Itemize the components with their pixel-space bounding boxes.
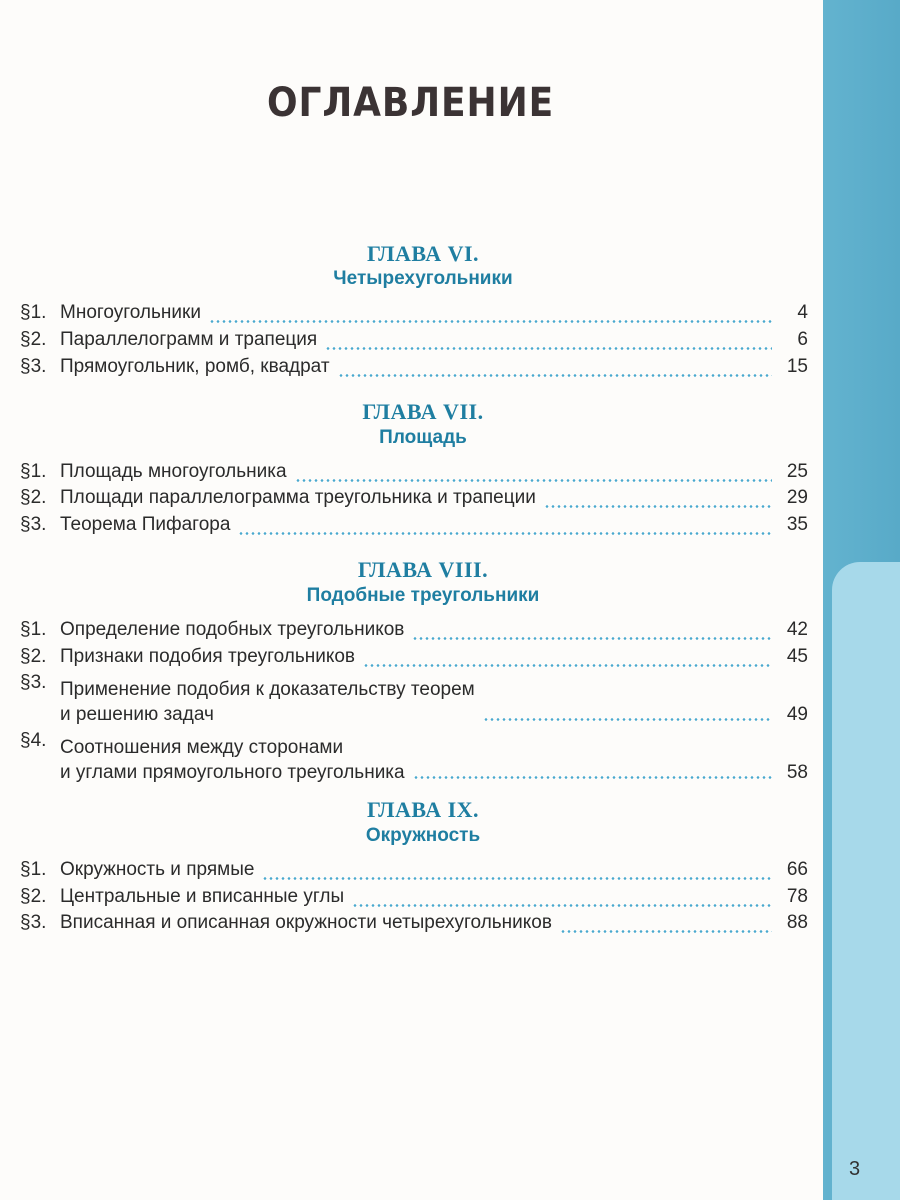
toc-section-number: §2. — [20, 886, 47, 907]
dotted-leader — [238, 532, 772, 535]
toc-page-number: 66 — [786, 859, 808, 880]
dotted-leader — [413, 776, 772, 779]
dotted-leader — [295, 479, 772, 482]
toc-section-number: §1. — [20, 619, 47, 640]
toc-section-number: §2. — [20, 329, 47, 350]
dotted-leader — [544, 505, 772, 508]
toc-section-number: §3. — [20, 356, 47, 377]
toc-page-number: 88 — [786, 912, 808, 933]
toc-entry[interactable] — [20, 730, 808, 784]
toc-entry-title-line2: и решению задач — [60, 704, 214, 725]
dotted-leader — [338, 374, 772, 377]
chapter-subtitle: Подобные треугольники — [306, 585, 540, 606]
toc-entry[interactable] — [20, 859, 808, 885]
toc-section-number: §1. — [20, 461, 47, 482]
chapter-heading: ГЛАВА VI. — [366, 241, 480, 266]
chapter-subtitle: Четырехугольники — [333, 268, 513, 289]
toc-section-number: §3. — [20, 912, 47, 933]
toc-entry[interactable] — [20, 302, 808, 328]
toc-entry-title-line1: Соотношения между сторонами — [60, 737, 344, 758]
toc-page-number: 78 — [786, 886, 808, 907]
toc-entry-title: Параллелограмм и трапеция — [60, 329, 318, 350]
toc-entry-title — [60, 679, 475, 726]
page-title: ОГЛАВЛЕНИЕ — [267, 80, 555, 126]
toc-page-number: 45 — [786, 646, 808, 667]
chapter-heading: ГЛАВА VII. — [362, 399, 484, 424]
toc-page-number: 58 — [786, 762, 808, 783]
toc-page-number: 15 — [786, 356, 808, 377]
chapter-subtitle: Площадь — [379, 427, 467, 448]
dotted-leader — [560, 930, 772, 933]
toc-section-number: §1. — [20, 859, 47, 880]
chapter-heading: ГЛАВА VIII. — [357, 557, 489, 582]
toc-entry[interactable] — [20, 886, 808, 912]
page-number: 3 — [849, 1158, 861, 1180]
toc-section-number: §2. — [20, 487, 47, 508]
toc-entry-title: Центральные и вписанные углы — [60, 886, 345, 907]
toc-entry[interactable] — [20, 619, 808, 645]
dotted-leader — [483, 718, 772, 721]
dotted-leader — [352, 904, 772, 907]
toc-entry-title: Теорема Пифагора — [60, 514, 231, 535]
toc-entry[interactable] — [20, 487, 808, 513]
dotted-leader — [412, 637, 772, 640]
toc-section-number: §1. — [20, 302, 47, 323]
toc-entry[interactable] — [20, 672, 808, 726]
dotted-leader — [209, 320, 772, 323]
toc-entry[interactable] — [20, 329, 808, 355]
toc-page-number: 4 — [797, 302, 808, 323]
toc-entry-title — [60, 737, 405, 784]
toc-page-number: 42 — [786, 619, 808, 640]
toc-page-number: 25 — [786, 461, 808, 482]
toc-entry-title: Определение подобных треугольников — [60, 619, 405, 640]
toc-entry[interactable] — [20, 646, 808, 672]
toc-page-number: 29 — [786, 487, 808, 508]
toc-entry[interactable] — [20, 514, 808, 540]
toc-entry[interactable] — [20, 461, 808, 487]
dotted-leader — [325, 347, 772, 350]
toc-page-number: 49 — [786, 704, 808, 725]
toc-entry-title: Вписанная и описанная окружности четырехугольников — [60, 912, 552, 933]
toc-section-number: §4. — [20, 730, 47, 751]
toc-section-number: §3. — [20, 514, 47, 535]
toc-entry-title-line1: Применение подобия к доказательству теорем — [60, 679, 475, 700]
toc-entry-title: Площадь многоугольника — [60, 461, 287, 482]
chapter-subtitle: Окружность — [365, 825, 481, 846]
toc-page-number: 35 — [786, 514, 808, 535]
toc-entry-title: Прямоугольник, ромб, квадрат — [60, 356, 330, 377]
dotted-leader — [262, 877, 772, 880]
toc-entry-title: Окружность и прямые — [60, 859, 255, 880]
toc-entry[interactable] — [20, 356, 808, 382]
dotted-leader — [363, 664, 772, 667]
toc-entry-title: Площади параллелограмма треугольника и трапеции — [60, 487, 536, 508]
toc-entry-title: Признаки подобия треугольников — [60, 646, 356, 667]
toc-section-number: §3. — [20, 672, 47, 693]
chapter-heading: ГЛАВА IX. — [366, 797, 480, 822]
toc-entry-title: Многоугольники — [60, 302, 201, 323]
side-color-panel — [832, 562, 900, 1200]
toc-entry-title-line2: и углами прямоугольного треугольника — [60, 762, 405, 783]
toc-section-number: §2. — [20, 646, 47, 667]
toc-page-number: 6 — [797, 329, 808, 350]
toc-entry[interactable] — [20, 912, 808, 938]
